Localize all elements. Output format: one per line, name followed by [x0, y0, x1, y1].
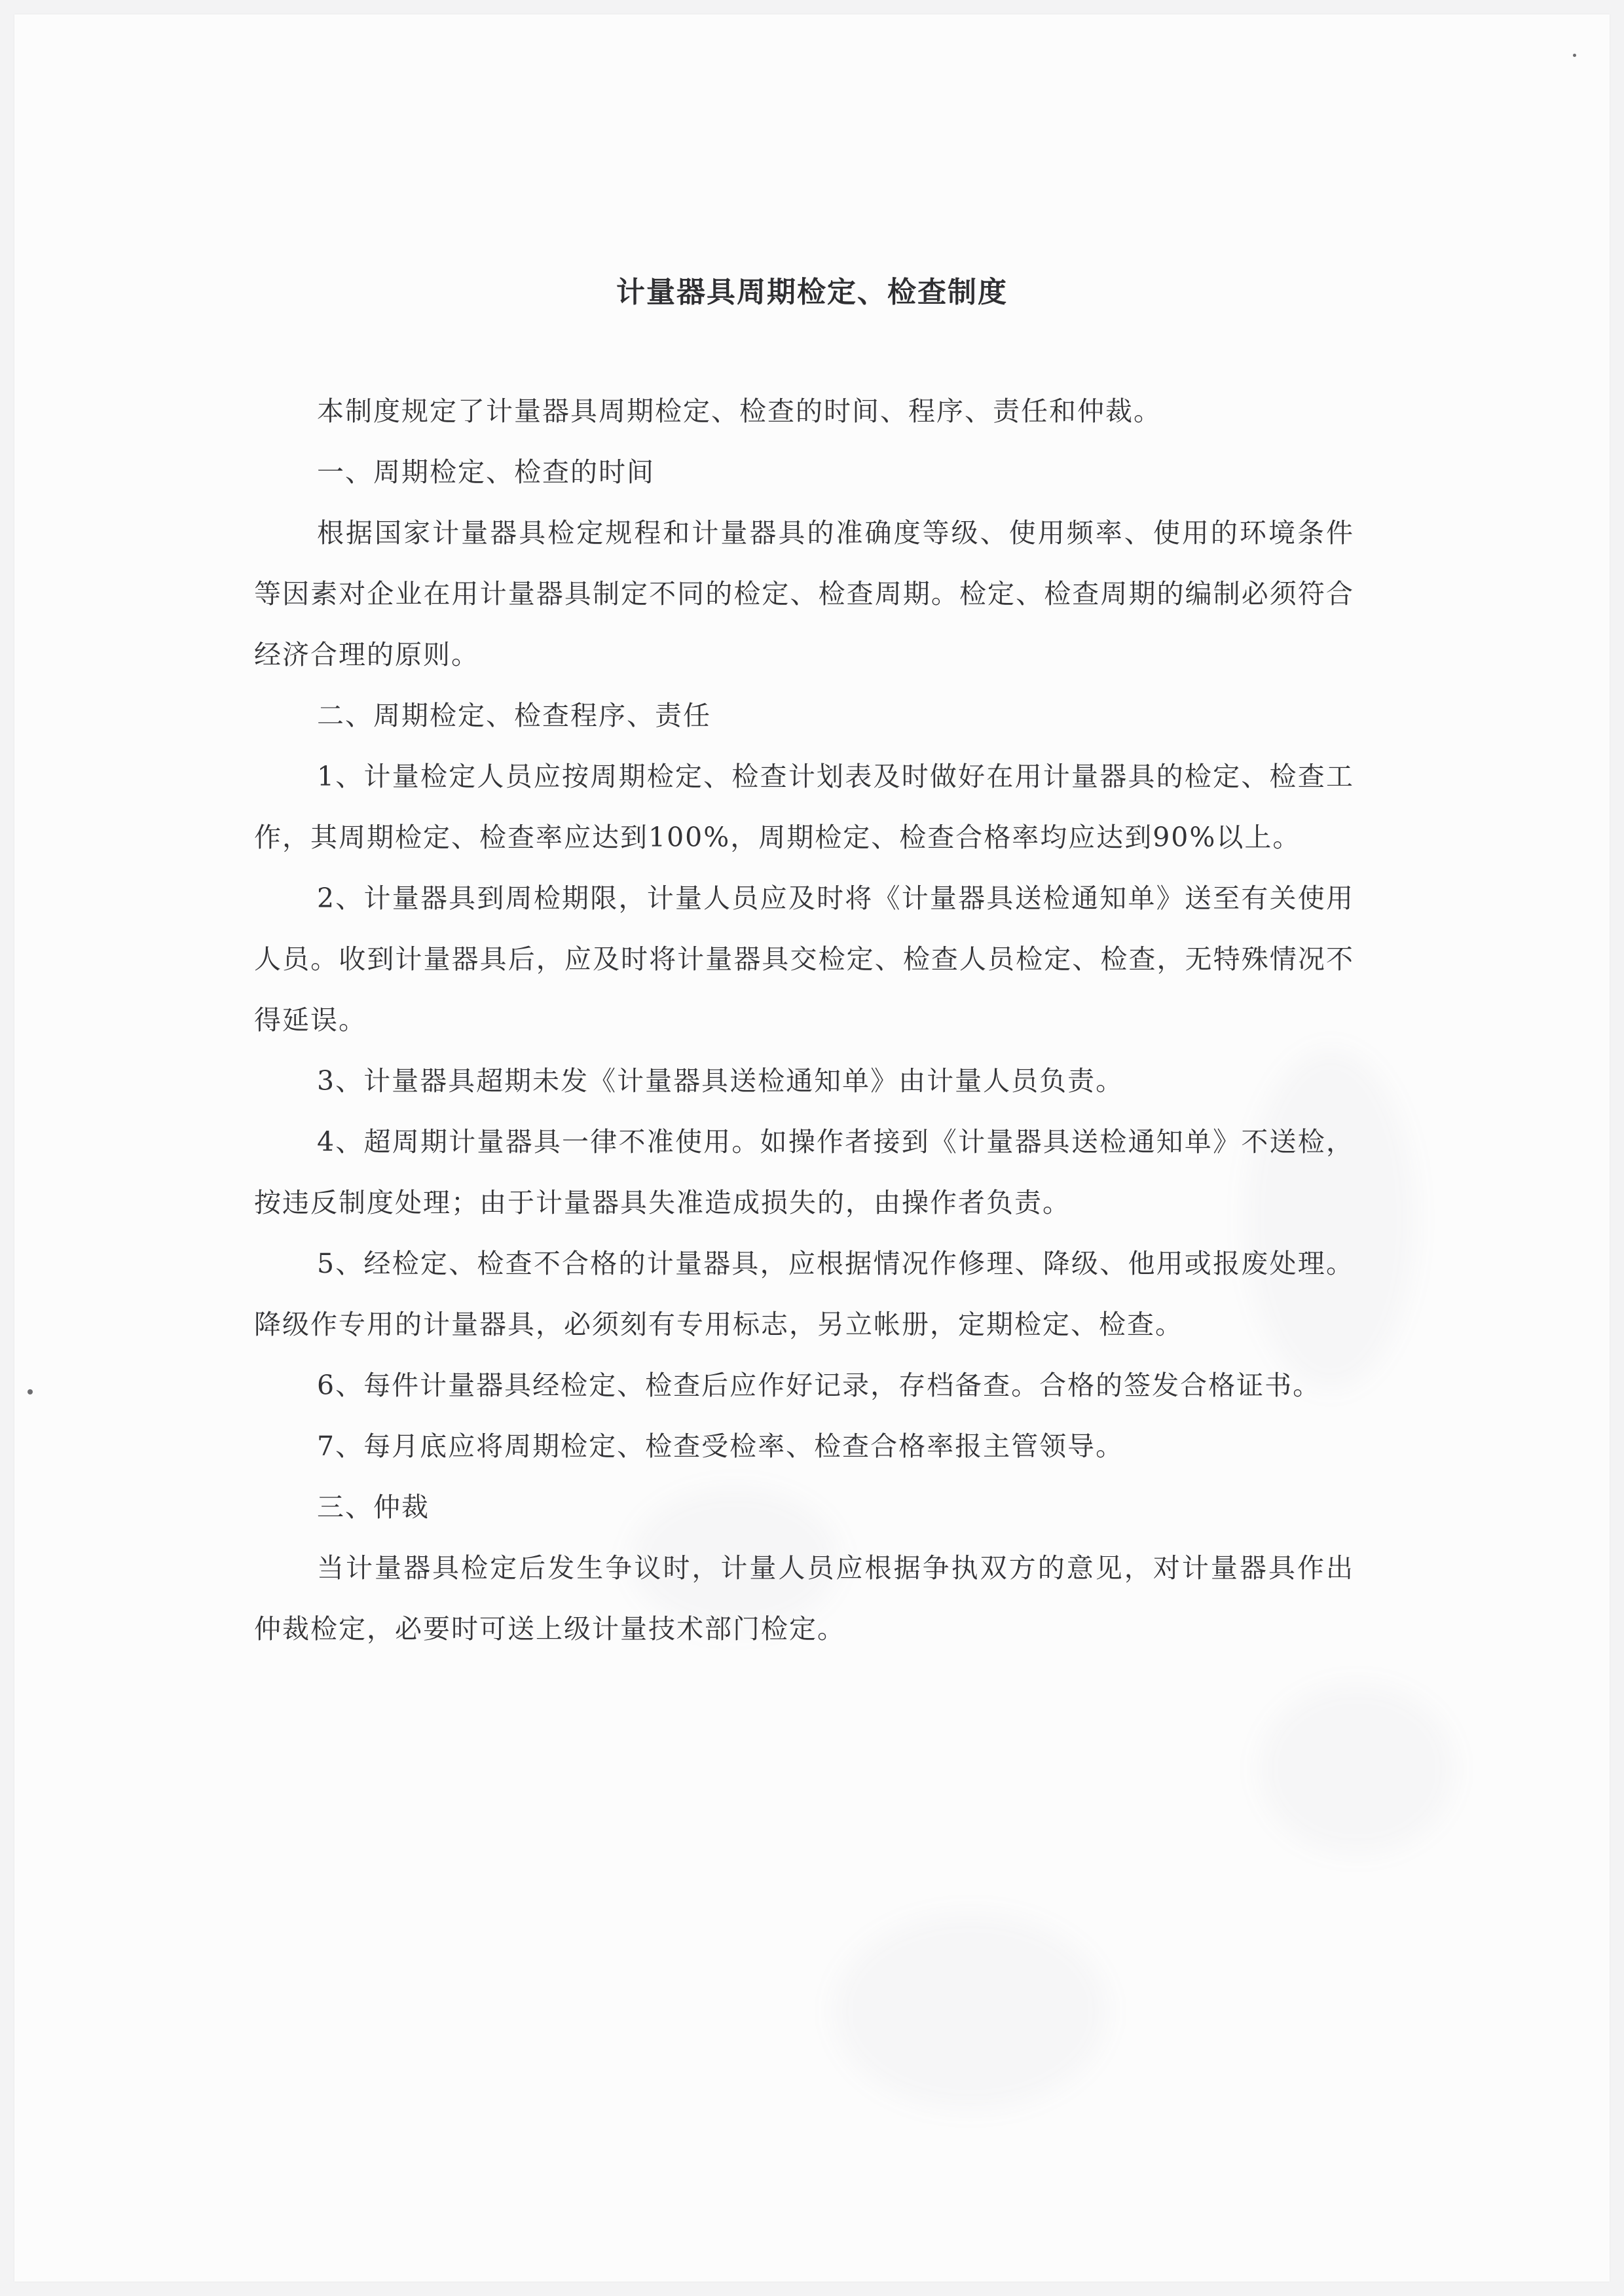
section-heading-3: 三、仲裁: [317, 1491, 430, 1523]
scan-speck: [1573, 54, 1576, 57]
clause-4: 4、超周期计量器具一律不准使用。如操作者接到《计量器具送检通知单》不送检，按违反制度处理；由于计量器具失准造成损失的，由操作者负责。: [254, 1126, 1354, 1218]
clause-6: 6、每件计量器具经检定、检查后应作好记录，存档备查。合格的签发合格证书。: [317, 1370, 1321, 1401]
clause-3: 3、计量器具超期未发《计量器具送检通知单》由计量人员负责。: [317, 1065, 1124, 1097]
clause-5: 5、经检定、检查不合格的计量器具，应根据情况作修理、降级、他用或报废处理。降级作专用的计量器具，必须刻有专用标志，另立帐册，定期检定、检查。: [254, 1248, 1354, 1340]
document-title: 计量器具周期检定、检查制度: [616, 276, 1008, 309]
body-paragraph: 根据国家计量器具检定规程和计量器具的准确度等级、使用频率、使用的环境条件等因素对企业在用计量器具制定不同的检定、检查周期。检定、检查周期的编制必须符合经济合理的原则。: [254, 517, 1354, 670]
document-page: [14, 14, 1610, 2282]
clause-7: 7、每月底应将周期检定、检查受检率、检查合格率报主管领导。: [317, 1430, 1124, 1462]
scan-smudge: [1259, 1684, 1455, 1854]
section-heading-1: 一、周期检定、检查的时间: [317, 456, 655, 488]
section-heading-2: 二、周期检定、检查程序、责任: [317, 700, 711, 731]
scan-speck: [28, 1389, 33, 1394]
document-body: [254, 381, 1354, 1660]
arbitration-paragraph: 当计量器具检定后发生争议时，计量人员应根据争执双方的意见，对计量器具作出仲裁检定，必要时可送上级计量技术部门检定。: [254, 1552, 1354, 1645]
scan-smudge: [833, 1913, 1108, 2109]
clause-1: 1、计量检定人员应按周期检定、检查计划表及时做好在用计量器具的检定、检查工作，其周期检定、检查率应达到100%，周期检定、检查合格率均应达到90%以上。: [254, 761, 1354, 853]
clause-2: 2、计量器具到周检期限，计量人员应及时将《计量器具送检通知单》送至有关使用人员。收到计量器具后，应及时将计量器具交检定、检查人员检定、检查，无特殊情况不得延误。: [254, 883, 1354, 1036]
intro-paragraph: 本制度规定了计量器具周期检定、检查的时间、程序、责任和仲裁。: [317, 395, 1162, 427]
